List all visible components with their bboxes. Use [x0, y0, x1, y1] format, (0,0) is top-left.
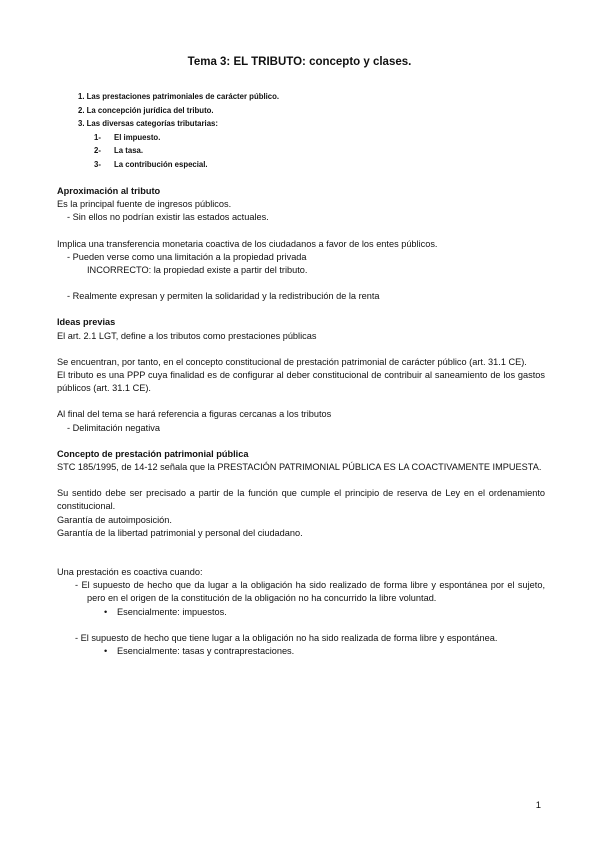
- paragraph: Al final del tema se hará referencia a figuras cercanas a los tributos: [57, 409, 332, 420]
- dash-item: - Sin ellos no podrían existir las estados actuales.: [67, 212, 269, 223]
- toc-subitem-label: El impuesto.: [114, 132, 161, 142]
- toc-subitem-number: 3-: [94, 159, 101, 169]
- toc-subitem: [78, 144, 279, 158]
- paragraph: El art. 2.1 LGT, define a los tributos como prestaciones públicas: [57, 330, 317, 341]
- section-heading-aproximacion: Aproximación al tributo: [57, 186, 161, 196]
- paragraph: Una prestación es coactiva cuando:: [57, 567, 203, 578]
- section-heading-ideas-previas: Ideas previas: [57, 317, 116, 328]
- dash-item: - Realmente expresan y permiten la solidaridad y la redistribución de la renta: [67, 291, 380, 302]
- paragraph: Garantía de autoimposición.: [57, 514, 172, 525]
- dash-item: - El supuesto de hecho que tiene lugar a la obligación no ha sido realizada de forma libre y espontánea.: [75, 632, 498, 643]
- section-heading-concepto: Concepto de prestación patrimonial pública: [57, 448, 249, 459]
- toc-item: 2. La concepción jurídica del tributo.: [78, 105, 214, 115]
- toc-item: 3. Las diversas categorías tributarias:: [78, 119, 218, 128]
- toc-subitem-number: 2-: [94, 146, 101, 155]
- page-number: 1: [535, 800, 541, 811]
- document-body: [57, 185, 545, 658]
- paragraph: El tributo es una PPP cuya finalidad es de configurar al deber constitucional de contribuir al saneamiento de los gastos públicos (art. 31.1 CE).: [57, 370, 545, 394]
- dash-item: - Pueden verse como una limitación a la propiedad privada: [67, 251, 307, 262]
- toc-subitem: [78, 131, 279, 145]
- toc-item: 1. Las prestaciones patrimoniales de carácter público.: [78, 92, 280, 101]
- toc-subitem-number: 1-: [94, 132, 101, 142]
- paragraph: Su sentido debe ser precisado a partir de la función que cumple el principio de reserva de Ley en el ordenamiento constitucional.: [57, 488, 545, 512]
- toc-subitem: [78, 158, 279, 172]
- table-of-contents: [78, 90, 279, 171]
- dash-item: - El supuesto de hecho que da lugar a la obligación ha sido realizado de forma libre y espontánea por el sujeto, pero en el origen de la constitución de la obligación no ha concurrido la libre voluntad.: [75, 580, 545, 604]
- paragraph: Garantía de la libertad patrimonial y personal del ciudadano.: [57, 527, 303, 538]
- paragraph: Implica una transferencia monetaria coactiva de los ciudadanos a favor de los entes públicos.: [57, 238, 438, 249]
- toc-subitem-label: La tasa.: [114, 146, 144, 155]
- paragraph: Es la principal fuente de ingresos públicos.: [57, 199, 232, 210]
- dash-item-continuation: INCORRECTO: la propiedad existe a partir del tributo.: [87, 265, 308, 276]
- paragraph: STC 185/1995, de 14-12 señala que la PRESTACIÓN PATRIMONIAL PÚBLICA ES LA COACTIVAMENTE IMPUESTA.: [57, 462, 542, 473]
- toc-subitem-label: La contribución especial.: [114, 159, 208, 169]
- bullet-item: • Esencialmente: impuestos.: [57, 606, 545, 619]
- bullet-item: • Esencialmente: tasas y contraprestaciones.: [57, 645, 545, 658]
- document-title: Tema 3: EL TRIBUTO: concepto y clases.: [187, 56, 412, 68]
- paragraph: Se encuentran, por tanto, en el concepto constitucional de prestación patrimonial de carácter público (art. 31.1 CE).: [57, 356, 527, 367]
- dash-item: - Delimitación negativa: [67, 422, 160, 433]
